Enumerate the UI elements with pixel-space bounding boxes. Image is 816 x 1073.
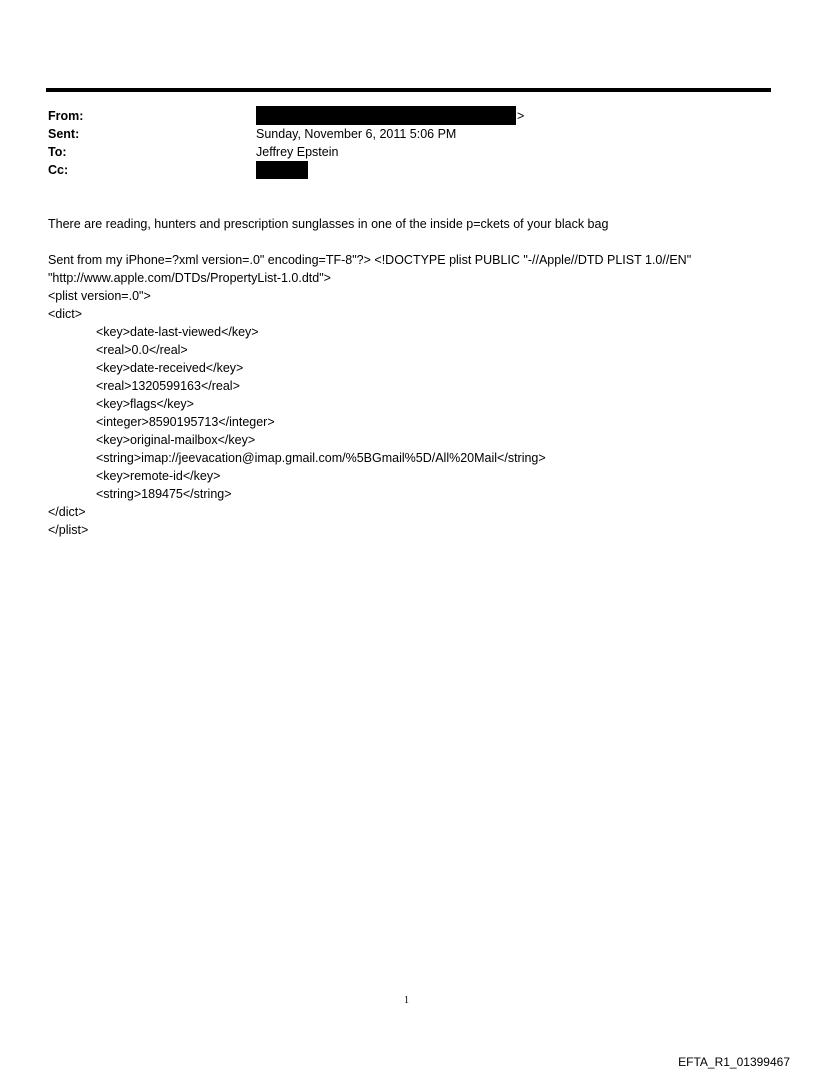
body-line: <plist version=.0">	[48, 289, 151, 303]
body-line: <dict>	[48, 307, 83, 321]
cc-redaction	[256, 161, 308, 179]
message-text: There are reading, hunters and prescription sunglasses in one of the inside p=ckets of your black bag	[48, 217, 609, 231]
from-redaction	[256, 106, 516, 125]
page-number: 1	[404, 995, 409, 1006]
body-line: </plist>	[48, 523, 89, 537]
body-line: <key>original-mailbox</key>	[96, 433, 256, 447]
body-line: Sent from my iPhone=?xml version=.0" encoding=TF-8"?> <!DOCTYPE plist PUBLIC "-//Apple//DTD PLIST 1.0//EN"	[48, 253, 692, 267]
sent-label: Sent:	[48, 127, 80, 141]
body-line: <key>date-received</key>	[96, 361, 244, 375]
body-line: </dict>	[48, 505, 86, 519]
body-line: <string>189475</string>	[96, 487, 232, 501]
body-line: <key>date-last-viewed</key>	[96, 325, 259, 339]
to-label: To:	[48, 145, 67, 159]
bates-number: EFTA_R1_01399467	[678, 1055, 790, 1069]
from-label: From:	[48, 109, 84, 123]
body-line: <string>imap://jeevacation@imap.gmail.com/%5BGmail%5D/All%20Mail</string>	[96, 451, 546, 465]
body-line: <key>remote-id</key>	[96, 469, 221, 483]
body-line: <real>1320599163</real>	[96, 379, 240, 393]
from-suffix: >	[517, 109, 525, 123]
header-rule	[46, 88, 771, 92]
body-line: "http://www.apple.com/DTDs/PropertyList-1.0.dtd">	[48, 271, 331, 285]
to-value: Jeffrey Epstein	[256, 145, 339, 159]
body-line: <real>0.0</real>	[96, 343, 188, 357]
cc-label: Cc:	[48, 163, 69, 177]
body-line: <key>flags</key>	[96, 397, 194, 411]
body-line: <integer>8590195713</integer>	[96, 415, 275, 429]
sent-value: Sunday, November 6, 2011 5:06 PM	[256, 127, 457, 141]
